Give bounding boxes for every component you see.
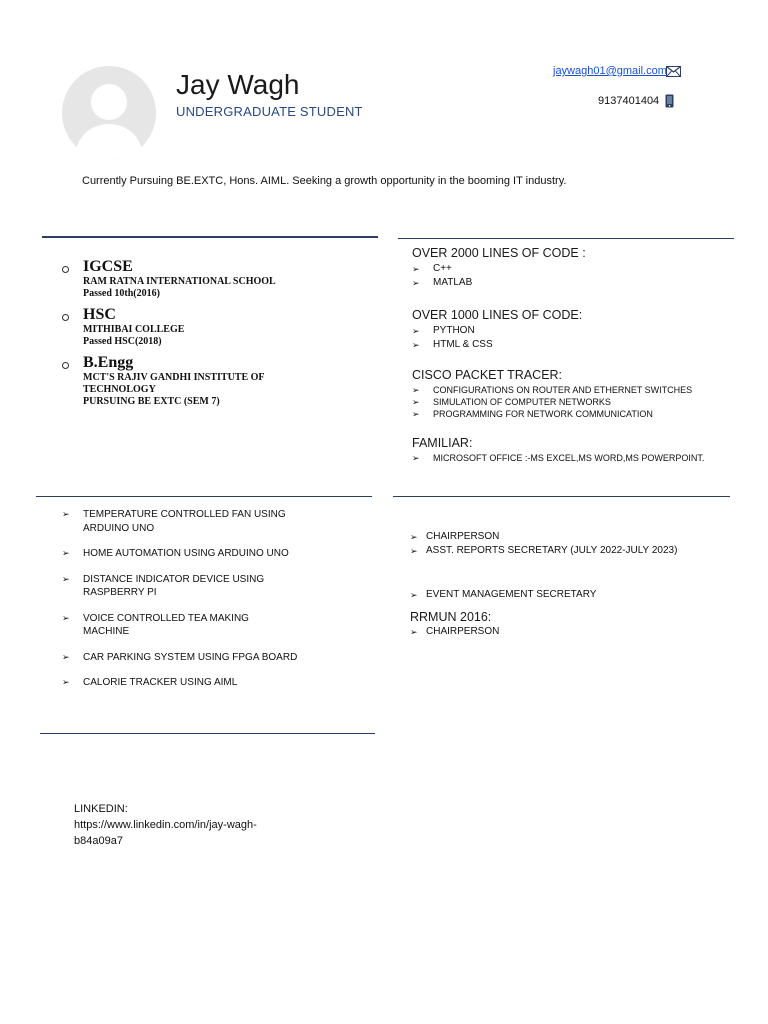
activities-divider (393, 496, 730, 497)
arrowhead-bullet-icon: ➢ (410, 546, 418, 556)
arrowhead-bullet-icon: ➢ (62, 509, 70, 519)
arrowhead-bullet-icon: ➢ (410, 627, 418, 637)
arrowhead-bullet-icon: ➢ (412, 409, 420, 419)
skill-heading: CISCO PACKET TRACER: (412, 368, 563, 382)
skills-divider (398, 238, 734, 239)
education-list (62, 258, 362, 414)
arrowhead-bullet-icon: ➢ (410, 590, 418, 600)
skill-item (412, 452, 742, 464)
phone-icon (665, 94, 674, 108)
education-detail: TECHNOLOGY (83, 384, 156, 395)
activity-heading: RRMUN 2016: (410, 610, 492, 624)
skill-label: PYTHON (433, 325, 475, 336)
avatar-body (76, 124, 142, 160)
arrowhead-bullet-icon: ➢ (412, 278, 420, 288)
project-item (62, 573, 322, 600)
linkedin-block (74, 801, 294, 849)
activity-label: ASST. REPORTS SECRETARY (JULY 2022-JULY 2023) (426, 545, 678, 556)
skill-item (412, 384, 742, 396)
skills-column (412, 246, 742, 464)
linkedin-url-line[interactable]: b84a09a7 (74, 835, 123, 847)
project-line: CAR PARKING SYSTEM USING FPGA BOARD (83, 651, 298, 663)
arrowhead-bullet-icon: ➢ (412, 385, 420, 395)
circle-bullet (62, 362, 69, 369)
education-item (62, 258, 362, 300)
skill-heading: FAMILIAR: (412, 436, 473, 450)
arrowhead-bullet-icon: ➢ (412, 340, 420, 350)
education-detail: RAM RATNA INTERNATIONAL SCHOOL (83, 276, 276, 287)
project-line: CALORIE TRACKER USING AIML (83, 677, 238, 688)
arrowhead-bullet-icon: ➢ (62, 677, 70, 687)
skill-item (412, 324, 742, 338)
education-detail: MCT'S RAJIV GANDHI INSTITUTE OF (83, 372, 265, 383)
education-title: HSC (83, 306, 116, 323)
project-line: HOME AUTOMATION USING ARDUINO UNO (83, 548, 289, 559)
project-line: MACHINE (83, 626, 130, 637)
skill-label: C++ (433, 263, 452, 274)
activity-label: CHAIRPERSON (426, 626, 500, 637)
activity-item (410, 625, 730, 639)
education-title: B.Engg (83, 354, 134, 371)
projects-divider (36, 496, 372, 497)
avatar-head (91, 84, 127, 120)
education-detail: Passed 10th(2016) (83, 288, 160, 299)
education-detail: PURSUING BE EXTC (SEM 7) (83, 396, 220, 407)
project-item (62, 508, 322, 535)
project-line: RASPBERRY PI (83, 587, 157, 598)
arrowhead-bullet-icon: ➢ (62, 573, 70, 584)
arrowhead-bullet-icon: ➢ (62, 548, 70, 558)
skill-label: MICROSOFT OFFICE :-MS EXCEL,MS WORD,MS POWERPOINT. (433, 453, 705, 463)
project-line: TEMPERATURE CONTROLLED FAN USING (83, 509, 286, 520)
arrowhead-bullet-icon: ➢ (62, 651, 70, 662)
project-line: DISTANCE INDICATOR DEVICE USING (83, 573, 265, 585)
phone-number: 9137401404 (598, 95, 660, 107)
education-divider (42, 236, 378, 238)
project-item (62, 547, 322, 561)
arrowhead-bullet-icon: ➢ (412, 397, 420, 407)
activity-item (410, 588, 730, 602)
summary-text: Currently Pursuing BE.EXTC, Hons. AIML. Seeking a growth opportunity in the booming IT industry. (82, 175, 567, 187)
skill-heading: OVER 2000 LINES OF CODE : (412, 246, 586, 260)
project-item (62, 612, 322, 639)
skill-heading: OVER 1000 LINES OF CODE: (412, 308, 583, 322)
projects-list (62, 508, 322, 702)
arrowhead-bullet-icon: ➢ (412, 326, 420, 336)
education-detail: Passed HSC(2018) (83, 336, 162, 347)
email-link[interactable]: jaywagh01@gmail.com (553, 65, 667, 77)
arrowhead-bullet-icon: ➢ (412, 264, 420, 274)
person-role: UNDERGRADUATE STUDENT (176, 104, 363, 119)
activity-label: CHAIRPERSON (426, 531, 500, 542)
skill-label: PROGRAMMING FOR NETWORK COMMUNICATION (433, 409, 653, 419)
linkedin-label: LINKEDIN: (74, 803, 128, 815)
avatar (62, 66, 156, 160)
skill-label: SIMULATION OF COMPUTER NETWORKS (433, 397, 611, 407)
arrowhead-bullet-icon: ➢ (62, 612, 70, 623)
education-detail: MITHIBAI COLLEGE (83, 324, 185, 335)
education-title: IGCSE (83, 258, 133, 275)
circle-bullet (62, 266, 69, 273)
activity-label: EVENT MANAGEMENT SECRETARY (426, 589, 597, 600)
arrowhead-bullet-icon: ➢ (410, 532, 418, 542)
project-line: ARDUINO UNO (83, 522, 155, 534)
skill-label: HTML & CSS (433, 339, 493, 350)
arrowhead-bullet-icon: ➢ (412, 453, 420, 463)
project-item (62, 651, 322, 665)
linkedin-divider (40, 733, 375, 734)
linkedin-url-line[interactable]: https://www.linkedin.com/in/jay-wagh- (74, 819, 257, 831)
education-item (62, 306, 362, 348)
skill-label: MATLAB (433, 277, 473, 288)
skill-item (412, 262, 742, 276)
skill-item (412, 396, 742, 408)
education-item (62, 354, 362, 408)
circle-bullet (62, 314, 69, 321)
skill-item (412, 338, 742, 352)
activity-item (410, 530, 730, 544)
project-item (62, 676, 322, 690)
activities-column (410, 530, 730, 639)
person-name: Jay Wagh (176, 69, 300, 100)
skill-label: CONFIGURATIONS ON ROUTER AND ETHERNET SWITCHES (433, 385, 693, 395)
activity-item (410, 544, 730, 558)
project-line: VOICE CONTROLLED TEA MAKING (83, 612, 249, 624)
envelope-icon (666, 66, 681, 77)
skill-item (412, 408, 742, 420)
skill-item (412, 276, 742, 290)
